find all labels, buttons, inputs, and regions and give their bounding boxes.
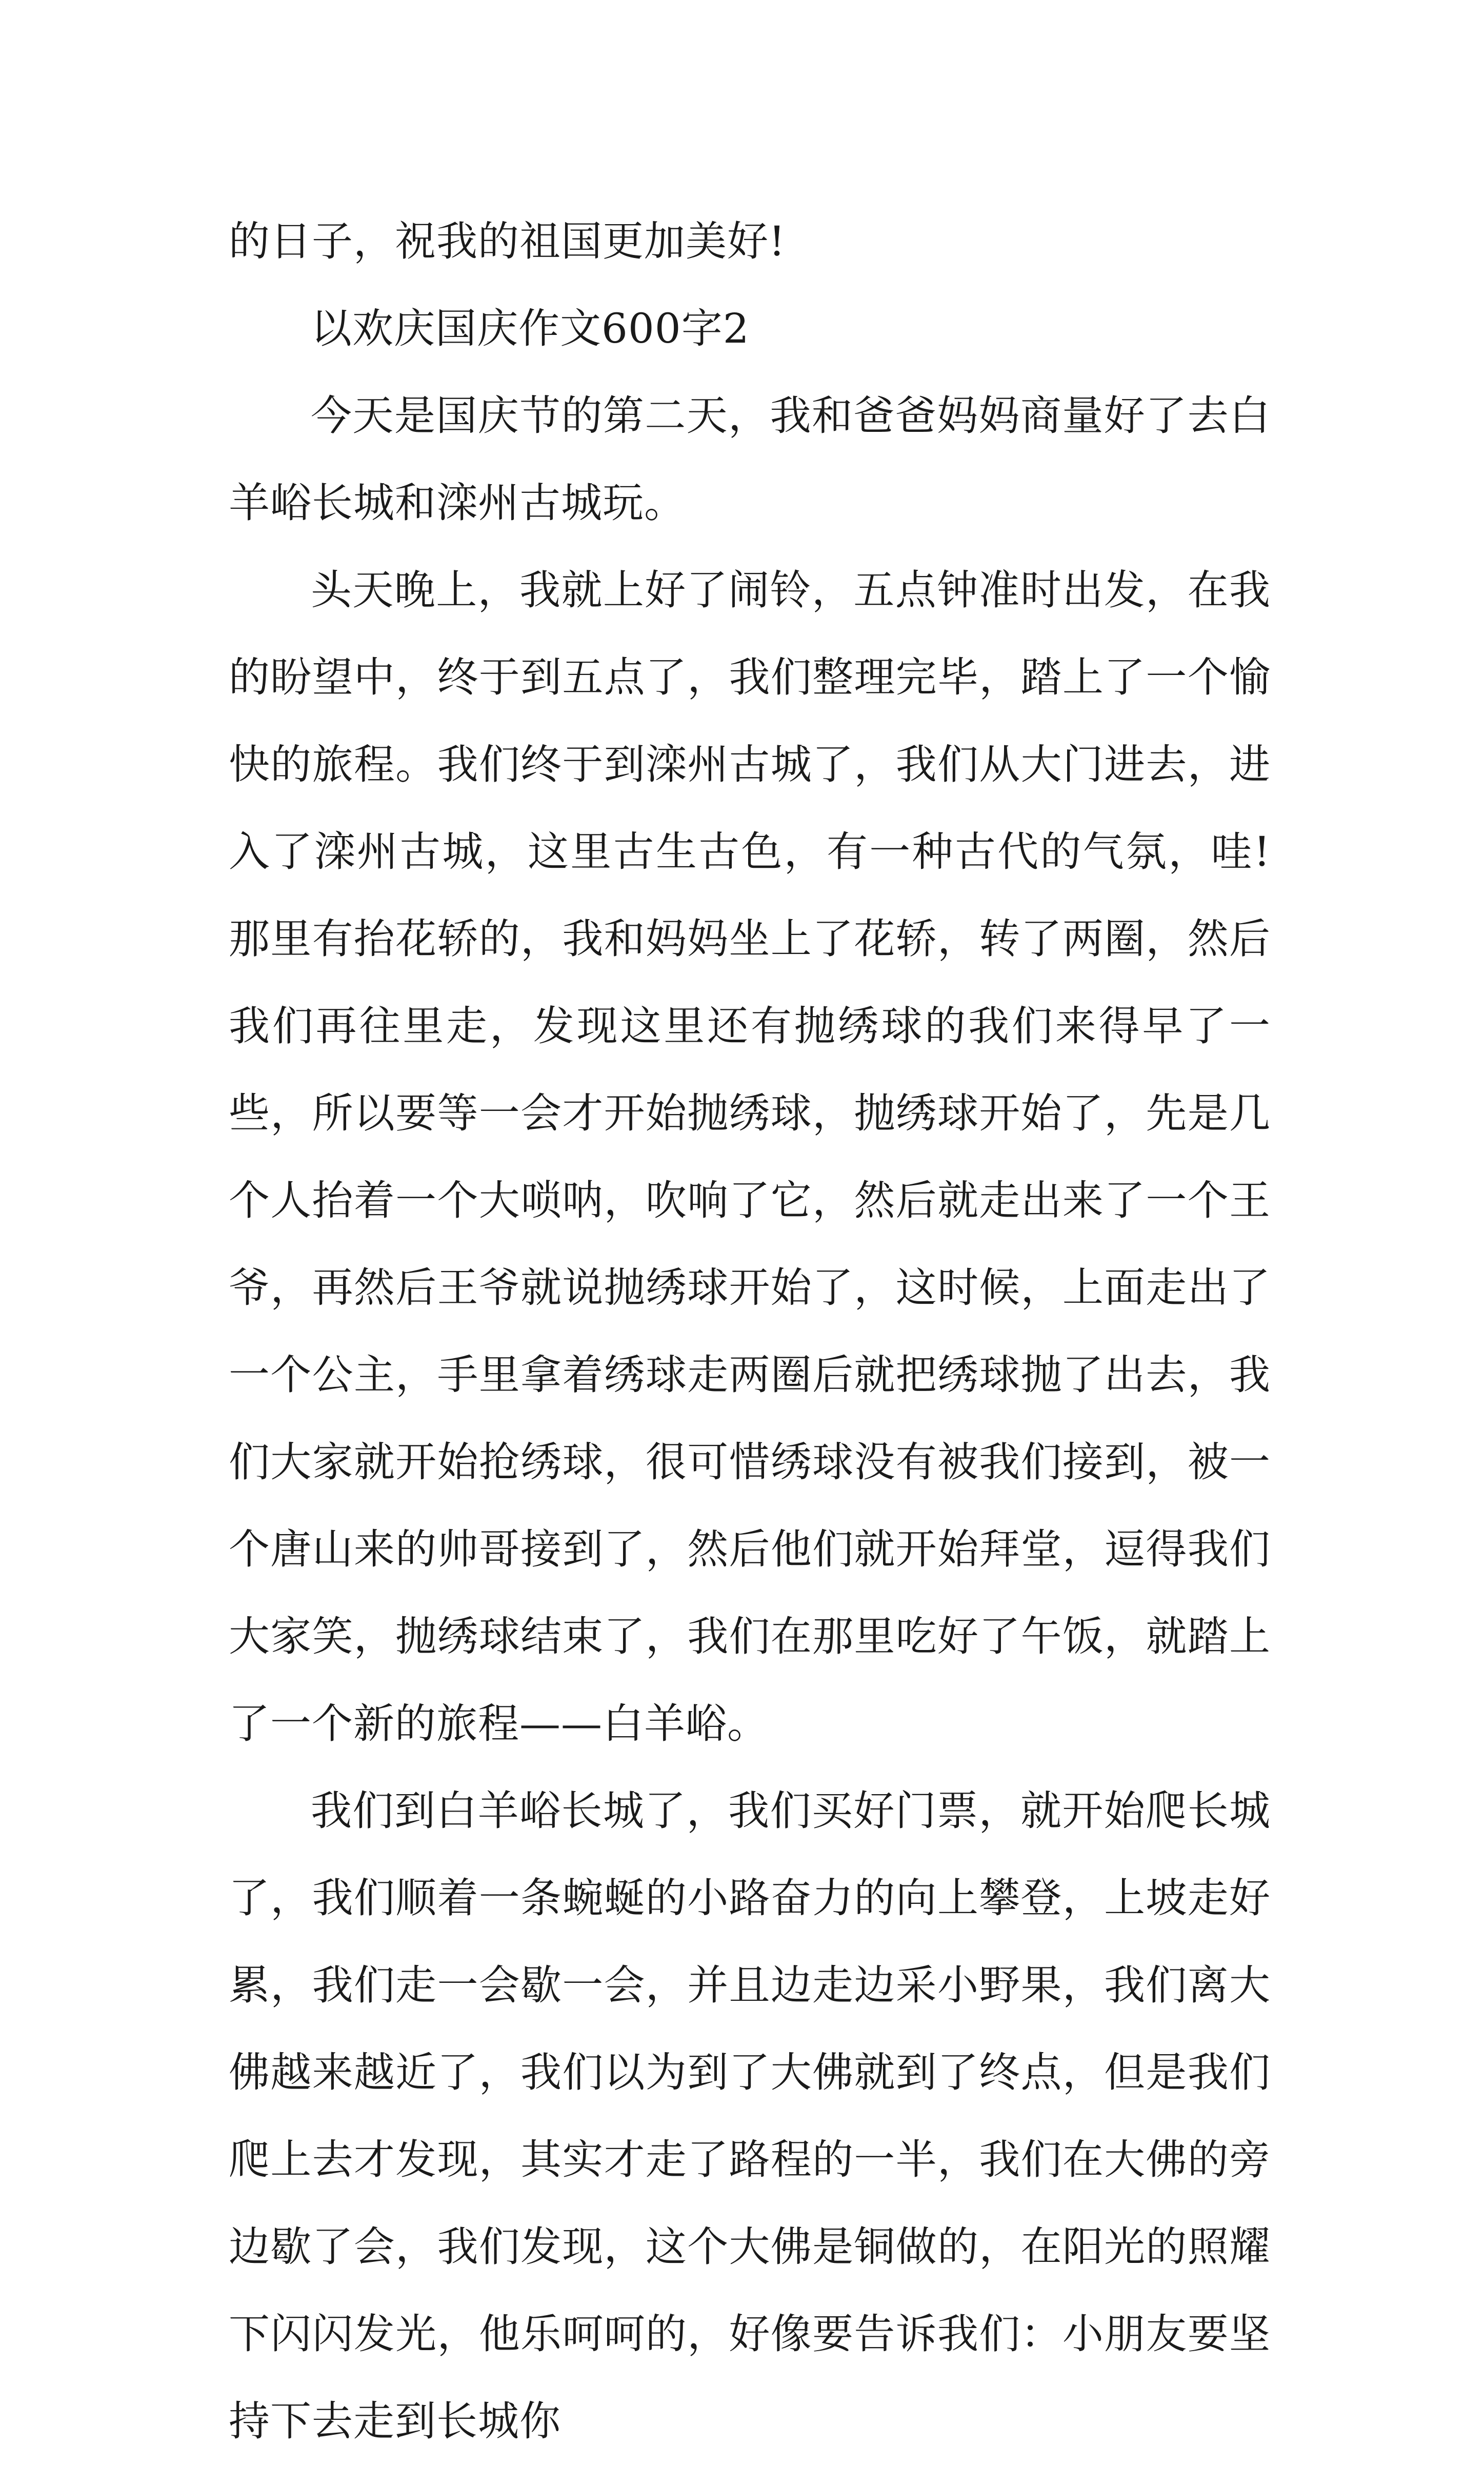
paragraph-luanzhou-old-city: 头天晚上，我就上好了闹铃，五点钟准时出发，在我的盼望中，终于到五点了，我们整理完毕，踏上了一个愉快的旅程。我们终于到滦州古城了，我们从大门进去，进入了滦州古城，这里古生古色，有一种古代的气氛，哇!那里有抬花轿的，我和妈妈坐上了花轿，转了两圈，然后我们再往里走，发现这里还有抛绣球的我们来得早了一些，所以要等一会才开始抛绣球，抛绣球开始了，先是几个人抬着一个大唢呐，吹响了它，然后就走出来了一个王爷，再然后王爷就说抛绣球开始了，这时候，上面走出了一个公主，手里拿着绣球走两圈后就把绣球抛了出去，我们大家就开始抢绣球，很可惜绣球没有被我们接到，被一个唐山来的帅哥接到了，然后他们就开始拜堂，逗得我们大家笑，抛绣球结束了，我们在那里吃好了午饭，就踏上了一个新的旅程——白羊峪。: [229, 566, 1271, 1747]
paragraph-intro: 今天是国庆节的第二天，我和爸爸妈妈商量好了去白羊峪长城和滦州古城玩。: [229, 392, 1271, 527]
essay-title: 以欢庆国庆作文600字2: [311, 305, 750, 352]
document-body: [229, 198, 1271, 2465]
paragraph-closing-line: 的日子，祝我的祖国更加美好!: [229, 217, 786, 265]
paragraph-baiyangyu-great-wall: 我们到白羊峪长城了，我们买好门票，就开始爬长城了，我们顺着一条蜿蜒的小路奋力的向上攀登，上坡走好累，我们走一会歇一会，并且边走边采小野果，我们离大佛越来越近了，我们以为到了大佛就到了终点，但是我们爬上去才发现，其实才走了路程的一半，我们在大佛的旁边歇了会，我们发现，这个大佛是铜做的，在阳光的照耀下闪闪发光，他乐呵呵的，好像要告诉我们：小朋友要坚持下去走到长城你: [229, 1787, 1271, 2445]
